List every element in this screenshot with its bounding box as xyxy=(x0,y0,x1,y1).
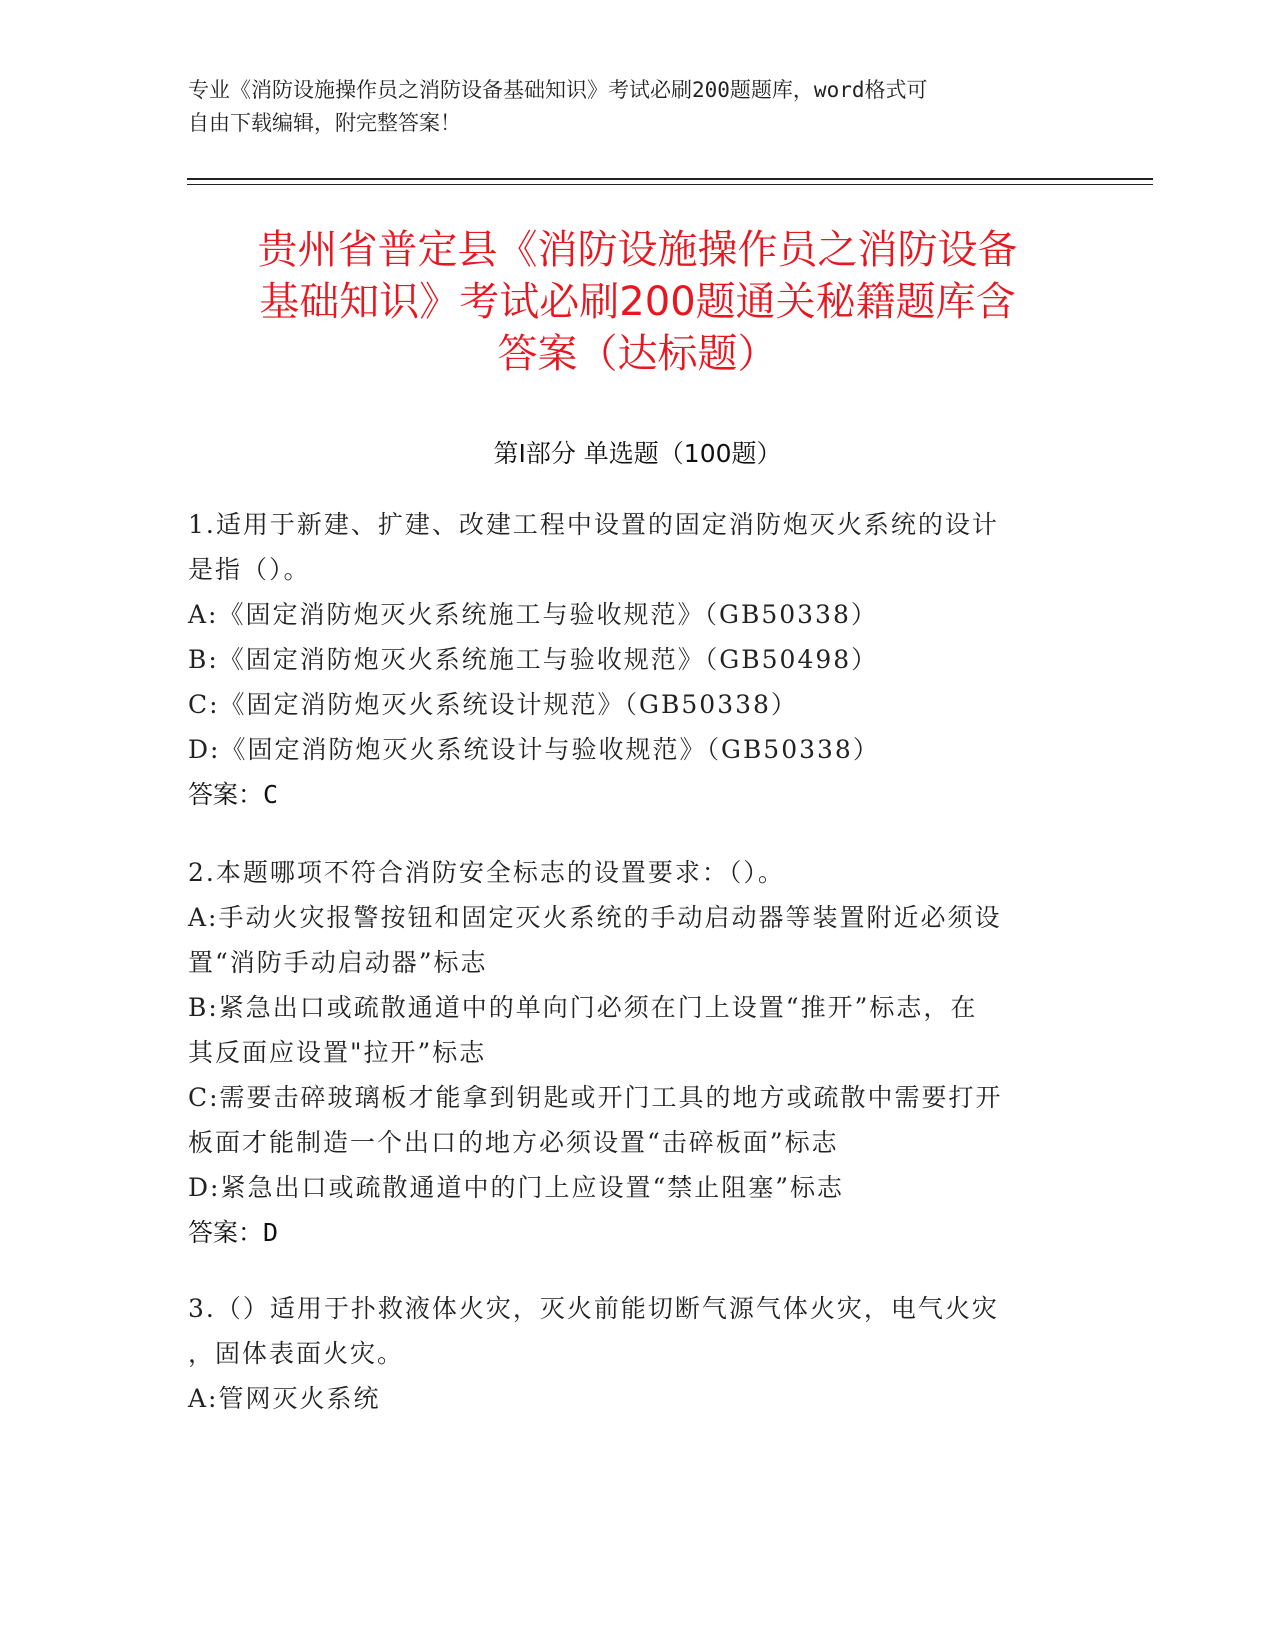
section-title: 第Ⅰ部分 单选题（100题） xyxy=(493,439,782,468)
option-a: A:《固定消防炮灭火系统施工与验收规范》（GB50338） xyxy=(188,600,878,629)
header-divider-thin xyxy=(187,184,1153,185)
answer-line xyxy=(188,772,1088,817)
answer-value: D xyxy=(263,1218,279,1247)
option-c: C:需要击碎玻璃板才能拿到钥匙或开门工具的地方或疏散中需要打开 xyxy=(188,1083,1003,1112)
question-2 xyxy=(188,850,1088,1255)
document-title-line: 答案（达标题） xyxy=(497,331,778,377)
document-title xyxy=(150,224,1125,380)
option-d: D:《固定消防炮灭火系统设计与验收规范》（GB50338） xyxy=(188,735,880,764)
question-stem: 3.（）适用于扑救液体火灾，灭火前能切断气源气体火灾，电气火灾 xyxy=(188,1294,999,1323)
document-title-line: 基础知识》考试必刷200题通关秘籍题库含 xyxy=(259,279,1016,325)
question-stem: 2.本题哪项不符合消防安全标志的设置要求：（）。 xyxy=(188,858,785,887)
option-a: A:管网灭火系统 xyxy=(188,1384,381,1413)
question-stem: 1.适用于新建、扩建、改建工程中设置的固定消防炮灭火系统的设计 xyxy=(188,510,999,539)
question-stem: ，固体表面火灾。 xyxy=(188,1339,405,1368)
question-3 xyxy=(188,1286,1088,1421)
option-a: A:手动火灾报警按钮和固定灭火系统的手动启动器等装置附近必须设 xyxy=(188,903,1002,932)
question-1 xyxy=(188,502,1088,817)
answer-label: 答案： xyxy=(188,780,264,809)
answer-value: C xyxy=(263,780,279,809)
header-divider xyxy=(187,178,1153,180)
option-c-cont: 板面才能制造一个出口的地方必须设置“击碎板面”标志 xyxy=(188,1128,839,1157)
question-stem: 是指（）。 xyxy=(188,555,311,584)
option-a-cont: 置“消防手动启动器”标志 xyxy=(188,948,488,977)
header-note-line: 自由下载编辑，附完整答案！ xyxy=(188,111,461,135)
header-note-line: 专业《消防设施操作员之消防设备基础知识》考试必刷200题题库，word格式可 xyxy=(188,78,928,102)
answer-label: 答案： xyxy=(188,1218,264,1247)
option-b: B:《固定消防炮灭火系统施工与验收规范》（GB50498） xyxy=(188,645,879,674)
option-c: C:《固定消防炮灭火系统设计规范》（GB50338） xyxy=(188,690,798,719)
answer-line xyxy=(188,1210,1088,1255)
option-d: D:紧急出口或疏散通道中的门上应设置“禁止阻塞”标志 xyxy=(188,1173,845,1202)
option-b-cont: 其反面应设置"拉开”标志 xyxy=(188,1038,487,1067)
header-note xyxy=(188,74,1088,140)
option-b: B:紧急出口或疏散通道中的单向门必须在门上设置“推开”标志，在 xyxy=(188,993,978,1022)
document-title-line: 贵州省普定县《消防设施操作员之消防设备 xyxy=(257,227,1018,273)
